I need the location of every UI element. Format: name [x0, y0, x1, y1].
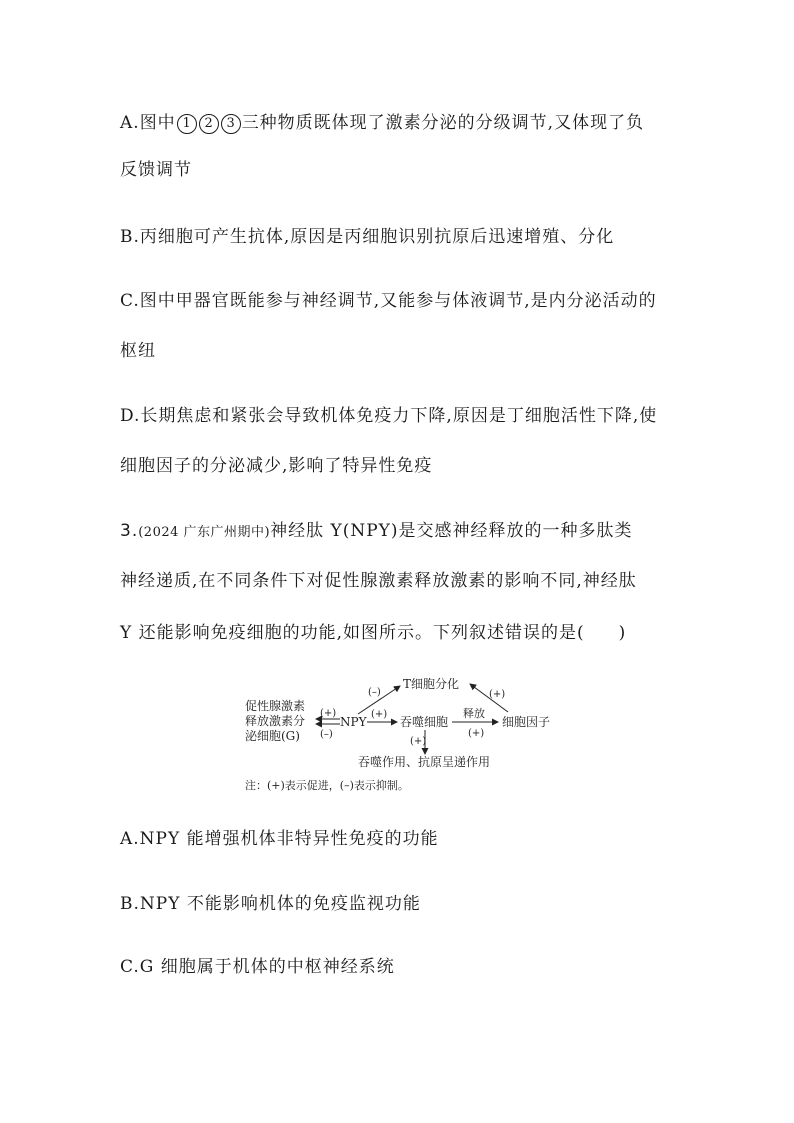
option-a-line2: 反馈调节: [120, 160, 192, 180]
option-a-post: 三种物质既体现了激素分泌的分级调节,又体现了负: [241, 113, 645, 133]
option-c-line2: 枢纽: [120, 341, 156, 361]
effect-label: 吞噬作用、抗原呈递作用: [358, 755, 491, 769]
npy-node: NPY: [340, 715, 367, 729]
phagocyte-node: 吞噬细胞: [400, 715, 449, 729]
gnrh-label-1: 促性腺激素: [245, 699, 306, 713]
gnrh-label-2: 释放激素分: [245, 714, 306, 728]
option-c-line1: C.图中甲器官既能参与神经调节,又能参与体液调节,是内分泌活动的: [120, 291, 657, 311]
sign-t-minus: (–): [368, 687, 381, 698]
answer-close-paren: ): [618, 623, 627, 643]
option-d-line1: D.长期焦虑和紧张会导致机体免疫力下降,原因是丁细胞活性下降,使: [120, 406, 658, 426]
question-number: 3.: [120, 521, 139, 541]
sign-phago-plus: (+): [371, 709, 388, 720]
q3-option-b: B.NPY 不能影响机体的免疫监视功能: [120, 894, 421, 914]
sign-cytokine-plus: (+): [489, 689, 506, 700]
question-3-line1: [120, 520, 633, 544]
sign-g-minus: (–): [320, 729, 333, 740]
t-cell-node: T细胞分化: [403, 677, 460, 691]
release-label: 释放: [463, 707, 485, 720]
question-source: (2024 广东广州期中): [138, 525, 271, 540]
q3-option-a: A.NPY 能增强机体非特异性免疫的功能: [120, 829, 439, 849]
circled-number-3: 3: [221, 114, 241, 134]
diagram-note: 注：(+)表示促进，(–)表示抑制。: [245, 779, 409, 792]
question-3-line3-text: Y 还能影响免疫细胞的功能,如图所示。下列叙述错误的是(: [120, 623, 585, 643]
option-a-line1: [120, 112, 644, 134]
cytokine-node: 细胞因子: [502, 715, 551, 729]
question-3-text: 神经肽 Y(NPY)是交感神经释放的一种多肽类: [270, 521, 633, 541]
option-b: B.丙细胞可产生抗体,原因是丙细胞识别抗原后迅速增殖、分化: [120, 227, 615, 247]
option-a-pre: 图中: [139, 113, 176, 133]
sign-effect-plus: (+): [410, 736, 427, 747]
circled-number-1: 1: [177, 114, 197, 134]
question-3-line2: 神经递质,在不同条件下对促性腺激素释放激素的影响不同,神经肽: [120, 571, 637, 591]
option-d-line2: 细胞因子的分泌减少,影响了特异性免疫: [120, 456, 433, 476]
question-3-line3: [120, 622, 626, 644]
circled-number-2: 2: [199, 114, 219, 134]
npy-diagram: [240, 670, 551, 800]
gnrh-label-3: 泌细胞(G): [245, 729, 300, 743]
option-a-letter: A.: [120, 113, 140, 133]
q3-option-c: C.G 细胞属于机体的中枢神经系统: [120, 957, 395, 977]
sign-g-plus: (+): [320, 708, 337, 719]
sign-release-plus: (+): [468, 728, 485, 739]
